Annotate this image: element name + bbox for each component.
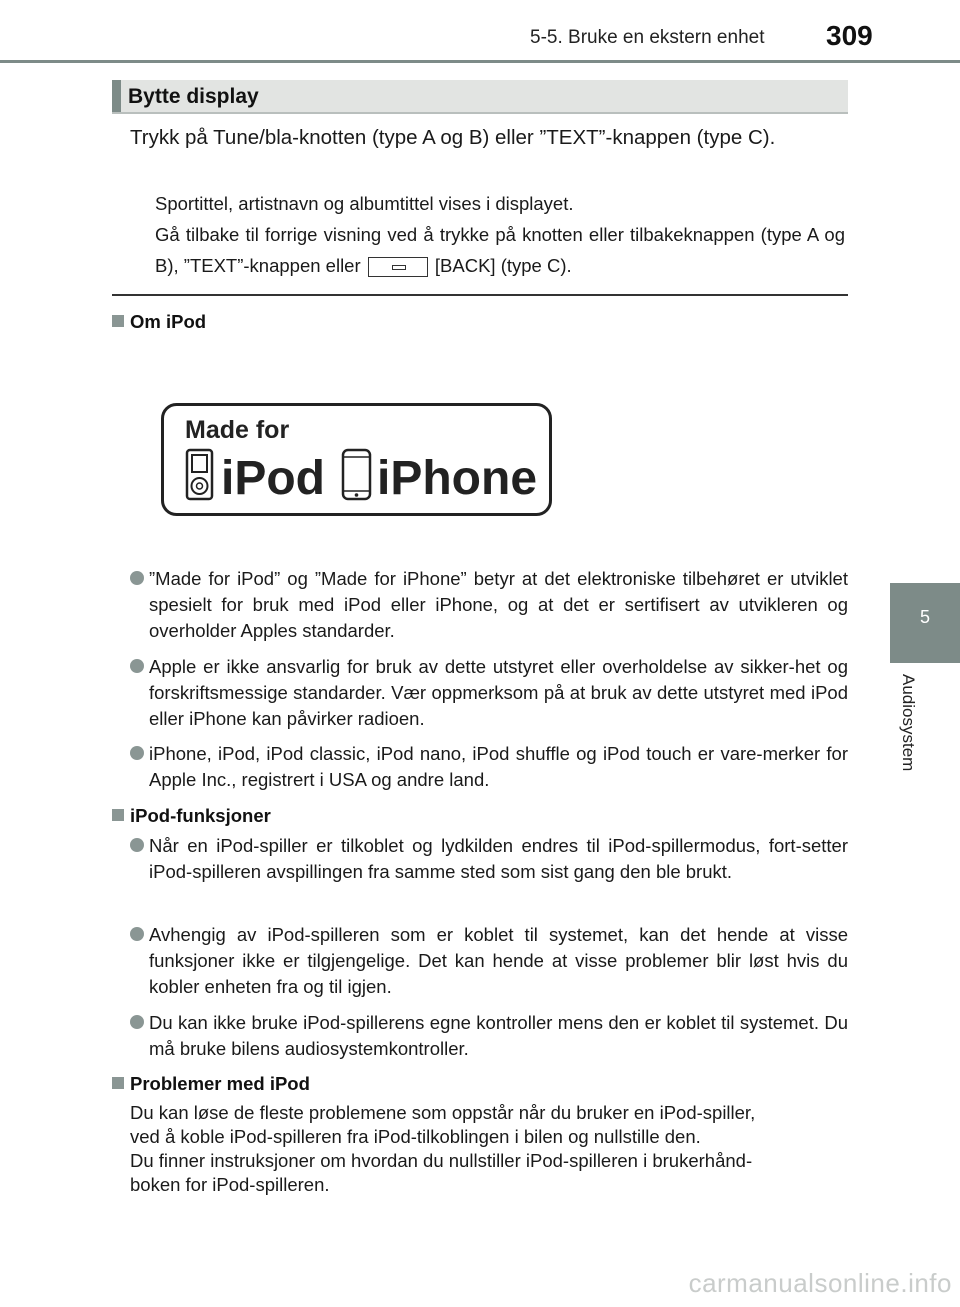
list-item: iPhone, iPod, iPod classic, iPod nano, iPod shuffle og iPod touch er vare-merker for Apple Inc., registrert i USA og andre land. <box>130 741 848 793</box>
heading-accent <box>112 80 121 112</box>
header-rule <box>0 60 960 63</box>
square-bullet-icon <box>112 1077 124 1089</box>
back-note-text: Gå tilbake til forrige visning ved å trykke på knotten eller tilbakeknappen (type A og B), ”TEXT”-knappen eller <box>155 224 845 276</box>
list-item: Du kan ikke bruke iPod-spillerens egne kontroller mens den er koblet til systemet. Du må bruke bilens audiosystemkontroller. <box>130 1010 848 1062</box>
badge-iphone: iPhone <box>377 452 538 505</box>
section-heading: Bytte display <box>128 85 259 108</box>
made-for-ipod-iphone-badge <box>161 403 552 516</box>
watermark: carmanualsonline.info <box>688 1268 952 1298</box>
about-ipod-heading: Om iPod <box>112 311 206 333</box>
back-key-icon <box>368 257 428 277</box>
back-note-end: [BACK] (type C). <box>434 255 572 276</box>
list-item: Når en iPod-spiller er tilkoblet og lydkilden endres til iPod-spillermodus, fort-setter iPod-spilleren avspillingen fra samme sted som sist gang den ble brukt. <box>130 833 848 885</box>
chapter-number: 5 <box>919 607 930 627</box>
chapter-label: Audiosystem <box>899 674 918 772</box>
chapter-tab <box>890 583 960 663</box>
square-bullet-icon <box>112 315 124 327</box>
list-item: Apple er ikke ansvarlig for bruk av dette utstyret eller overholdelse av sikker-het og forskriftsmessige standarder. Vær oppmerksom på at bruk av dette utstyret med iPod eller iPhone kan påvirker radioen. <box>130 654 848 732</box>
step-instruction: Trykk på Tune/bla-knotten (type A og B) eller ”TEXT”-knappen (type C). <box>130 126 776 149</box>
bullet-dot-icon <box>130 1015 144 1029</box>
square-bullet-icon <box>112 809 124 821</box>
ipod-problems-heading: Problemer med iPod <box>112 1073 310 1095</box>
step-result: Sportittel, artistnavn og albumtittel vises i displayet. <box>155 193 574 214</box>
bullet-dot-icon <box>130 659 144 673</box>
bullet-dot-icon <box>130 838 144 852</box>
list-item: Avhengig av iPod-spilleren som er koblet til systemet, kan det hende at visse funksjoner ikke er tilgjengelige. Det kan hende at visse problemer blir løst hvis du kobler enheten fra og til igjen. <box>130 922 848 1000</box>
page-number: 309 <box>826 20 873 51</box>
bullet-dot-icon <box>130 927 144 941</box>
list-item: ”Made for iPod” og ”Made for iPhone” betyr at det elektroniske tilbehøret er utviklet spesielt for bruk med iPod eller iPhone, og at det er sertifisert av utvikleren og overholder Apples standarder. <box>130 566 848 644</box>
section-title: 5-5. Bruke en ekstern enhet <box>530 27 765 48</box>
bullet-dot-icon <box>130 746 144 760</box>
ipod-functions-heading: iPod-funksjoner <box>112 805 271 827</box>
bullet-dot-icon <box>130 571 144 585</box>
section-divider <box>112 294 848 296</box>
badge-ipod: iPod <box>221 452 325 505</box>
problems-paragraph: Du kan løse de fleste problemene som oppstår når du bruker en iPod-spiller, ved å koble iPod-spilleren fra iPod-tilkoblingen i bilen og nullstille den. Du finner instruksjoner om hvordan du nullstiller iPod-spilleren i brukerhånd- boken for iPod-spilleren. <box>130 1102 756 1195</box>
step-back-note <box>155 219 845 281</box>
section-heading-bar <box>112 80 848 114</box>
badge-made-for: Made for <box>185 416 290 444</box>
